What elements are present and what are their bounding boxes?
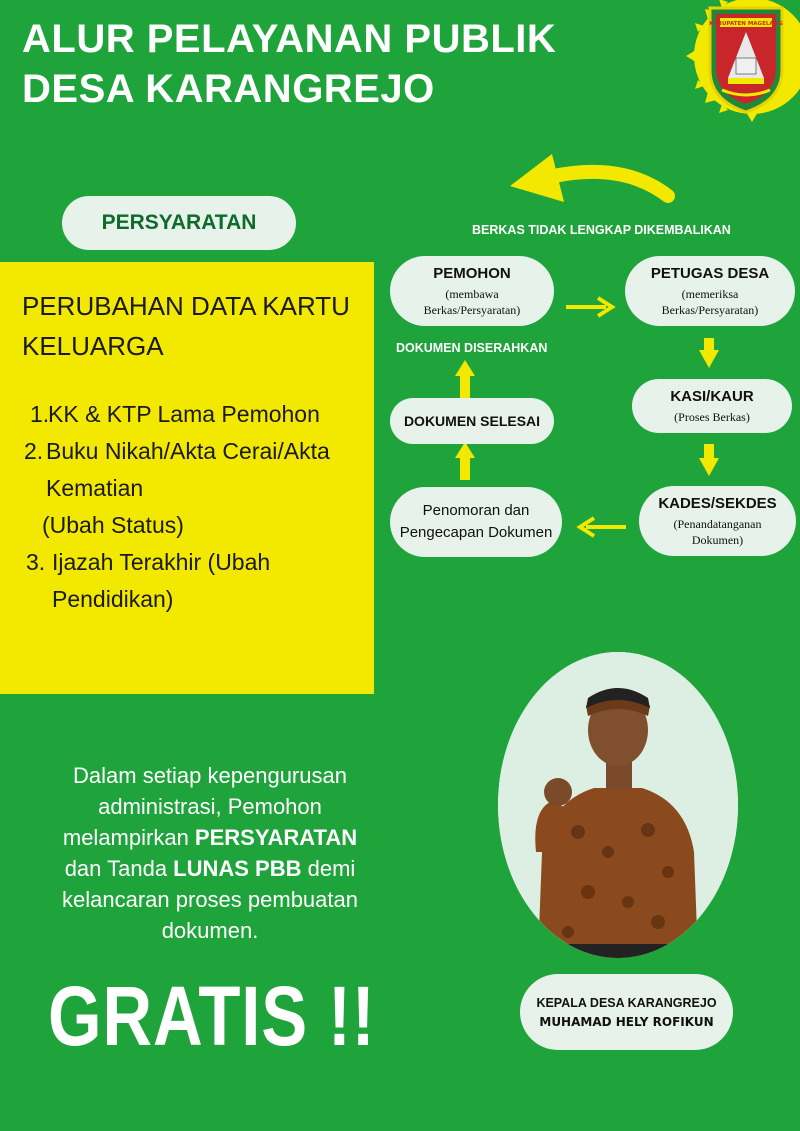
requirement-num-2: 2. [24, 438, 44, 464]
arrow-down-icon [699, 338, 719, 368]
node-kades [639, 486, 796, 556]
node-petugas-sub1: (memeriksa [681, 286, 739, 301]
logo-text: KABUPATEN MAGELANG [709, 21, 783, 27]
requirement-text-3a: Ijazah Terakhir (Ubah [52, 549, 271, 575]
note-line-6: dokumen. [161, 918, 259, 943]
note-line-2: administrasi, Pemohon [98, 794, 322, 819]
note-line-4 [40, 853, 380, 884]
note-paragraph [40, 760, 380, 946]
arrow-left-icon [580, 518, 626, 536]
return-arrow-icon [554, 172, 668, 196]
note-line-3a: melampirkan [62, 825, 195, 850]
arrow-up-icon [455, 442, 475, 480]
requirement-num-1: 1. [30, 401, 50, 427]
note-line-1: Dalam setiap kepengurusan [73, 763, 347, 788]
page-title [22, 14, 556, 114]
requirement-text-2c: (Ubah Status) [42, 512, 184, 538]
title-line-2: DESA KARANGREJO [22, 67, 435, 111]
node-pemohon-sub2: Berkas/Persyaratan) [423, 302, 521, 317]
handover-label: DOKUMEN DISERAHKAN [396, 341, 548, 355]
node-penomoran-line1: Penomoran dan [422, 502, 530, 519]
requirements-list [0, 396, 330, 618]
note-line-5: kelancaran proses pembuatan [62, 887, 358, 912]
return-label: BERKAS TIDAK LENGKAP DIKEMBALIKAN [472, 223, 731, 237]
node-kasi-title: KASI/KAUR [670, 387, 754, 405]
kabupaten-logo-icon [682, 0, 800, 122]
node-penomoran [390, 487, 562, 557]
node-petugas-sub2: Berkas/Persyaratan) [661, 302, 759, 317]
requirements-pill-label: PERSYARATAN [101, 211, 257, 234]
requirements-pill [62, 196, 296, 250]
requirement-item-1 [0, 396, 330, 433]
requirement-text-2b: Kematian [46, 475, 144, 501]
node-kasi [632, 379, 792, 433]
node-selesai [390, 398, 554, 444]
kades-name-pill [520, 974, 733, 1050]
requirement-text-2a: Buku Nikah/Akta Cerai/Akta [46, 438, 330, 464]
requirement-num-3: 3. [26, 549, 46, 575]
portrait-photo-icon [498, 652, 738, 958]
requirements-panel [0, 262, 374, 694]
node-kades-title: KADES/SEKDES [658, 494, 777, 512]
note-emphasis-lunas-pbb: LUNAS PBB [173, 856, 302, 881]
kades-name: MUHAMAD HELY ROFIKUN [539, 1014, 714, 1029]
node-kasi-sub: (Proses Berkas) [674, 409, 750, 424]
node-pemohon [390, 256, 554, 326]
node-pemohon-title: PEMOHON [433, 264, 511, 282]
node-kades-sub1: (Penandatanganan [673, 516, 762, 531]
arrow-up-icon [455, 360, 475, 398]
kades-role: KEPALA DESA KARANGREJO [536, 995, 717, 1010]
node-selesai-title: DOKUMEN SELESAI [403, 413, 541, 429]
kades-photo [498, 652, 738, 958]
requirement-text-3b: Pendidikan) [52, 586, 174, 612]
requirement-text-1a: KK & KTP Lama Pemohon [48, 401, 320, 427]
requirement-item-3 [0, 544, 330, 618]
note-line-4c: demi [301, 856, 356, 881]
note-line-4a: dan Tanda [64, 856, 174, 881]
title-line-1: ALUR PELAYANAN PUBLIK [22, 17, 557, 61]
gratis-heading: GRATIS !! [48, 969, 376, 1063]
note-line-3 [40, 822, 380, 853]
arrow-right-icon [566, 298, 612, 316]
node-kades-sub2: Dokumen) [691, 532, 744, 547]
node-penomoran-line2: Pengecapan Dokumen [399, 524, 553, 541]
node-pemohon-sub1: (membawa [445, 286, 499, 301]
requirement-item-2 [0, 433, 330, 544]
requirements-heading: PERUBAHAN DATA KARTU KELUARGA [22, 291, 350, 361]
arrow-down-icon [699, 444, 719, 476]
return-arrow-head-icon [510, 154, 564, 202]
node-petugas-title: PETUGAS DESA [650, 264, 770, 282]
node-petugas [625, 256, 795, 326]
note-emphasis-persyaratan: PERSYARATAN [194, 825, 358, 850]
